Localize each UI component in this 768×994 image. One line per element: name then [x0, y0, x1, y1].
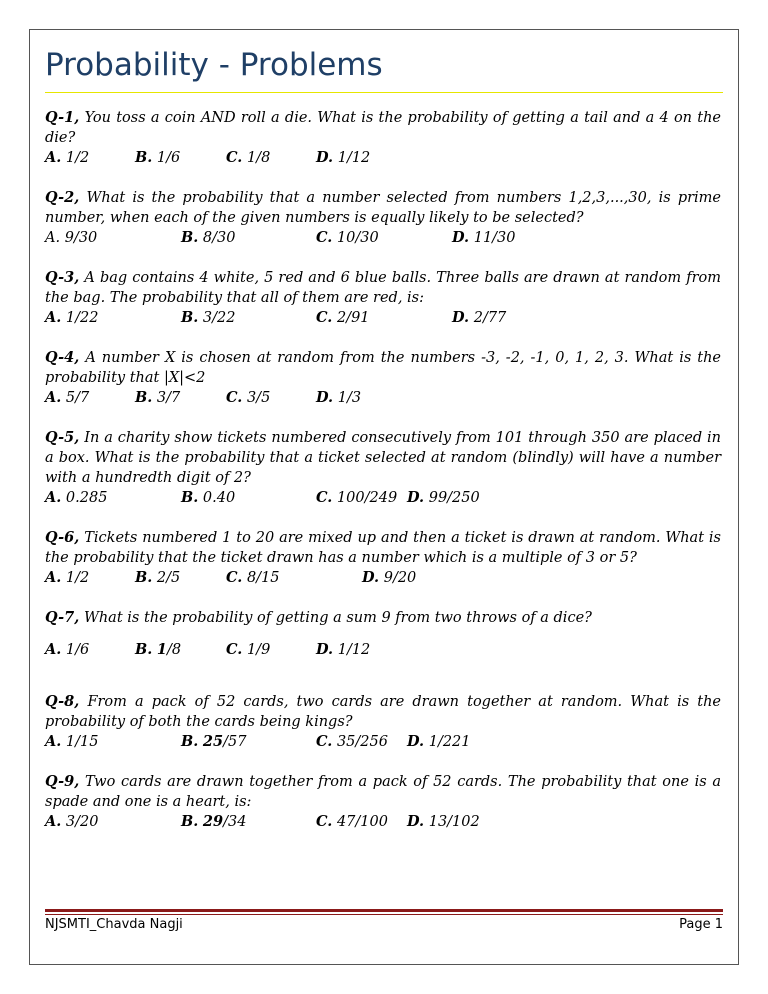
option-c: C. 1/9	[226, 641, 271, 658]
question-text: A number X is chosen at random from the numbers -3, -2, -1, 0, 1, 2, 3. What is the probability that |X|<2	[45, 350, 721, 386]
question-7	[45, 608, 721, 672]
question-number: Q-9,	[45, 773, 80, 790]
option-d: D. 1/3	[316, 389, 362, 406]
option-c: C. 3/5	[226, 389, 271, 406]
question-number: Q-8,	[45, 693, 80, 710]
option-row	[45, 388, 721, 408]
option-a: A. 9/30	[45, 230, 98, 246]
option-b: B. 29/34	[181, 813, 247, 830]
option-c: C. 47/100	[316, 813, 388, 830]
option-a: A. 3/20	[45, 813, 99, 830]
option-b: B. 3/22	[181, 309, 236, 326]
option-c: C. 1/8	[226, 149, 271, 166]
option-d: D. 1/12	[316, 149, 371, 166]
question-number: Q-7,	[45, 609, 80, 626]
option-row	[45, 308, 721, 328]
question-number: Q-4,	[45, 349, 80, 366]
option-b: B. 25/57	[181, 733, 247, 750]
question-text: What is the probability of getting a sum 9 from two throws of a dice?	[83, 610, 592, 626]
question-text: Two cards are drawn together from a pack of 52 cards. The probability that one is a spade and one is a heart, is:	[45, 774, 722, 810]
question-text: What is the probability that a number selected from numbers 1,2,3,...,30, is prime number, when each of the given numbers is equally likely to be selected?	[45, 190, 722, 226]
option-a: A. 1/22	[45, 309, 99, 326]
question-number: Q-3,	[45, 269, 80, 286]
option-c: C. 35/256	[316, 733, 388, 750]
question-8	[45, 692, 721, 752]
option-row	[45, 812, 721, 832]
option-row	[45, 732, 721, 752]
option-d: D. 13/102	[407, 813, 480, 830]
option-b: B. 1/8	[135, 641, 182, 658]
option-row	[45, 488, 721, 508]
option-a: A. 0.285	[45, 489, 108, 506]
question-text: From a pack of 52 cards, two cards are drawn together at random. What is the probability of both the cards being kings?	[45, 694, 722, 730]
question-text: In a charity show tickets numbered consecutively from 101 through 350 are placed in a box. What is the probability that a ticket selected at random (blindly) will have a number with a hundredth digit of 2?	[45, 430, 722, 486]
question-number: Q-6,	[45, 529, 80, 546]
option-d: D. 11/30	[452, 229, 516, 246]
option-c: C. 100/249	[316, 489, 398, 506]
footer-divider-thin	[45, 914, 723, 915]
option-row	[45, 148, 721, 168]
question-3	[45, 268, 721, 328]
option-b: B. 0.40	[181, 489, 236, 506]
question-4	[45, 348, 721, 408]
footer-author: NJSMTI_Chavda Nagji	[45, 917, 183, 932]
question-6	[45, 528, 721, 588]
option-c: C. 2/91	[316, 309, 370, 326]
option-d: D. 1/12	[316, 641, 371, 658]
question-number: Q-1,	[45, 109, 80, 126]
option-a: A. 1/6	[45, 641, 90, 658]
option-b: B. 1/6	[135, 149, 181, 166]
question-list	[45, 108, 721, 852]
page-number: Page 1	[679, 917, 723, 932]
question-9	[45, 772, 721, 832]
option-row	[45, 568, 721, 588]
option-b: B. 3/7	[135, 389, 181, 406]
option-d: D. 2/77	[452, 309, 507, 326]
question-2	[45, 188, 721, 248]
question-text: You toss a coin AND roll a die. What is the probability of getting a tail and a 4 on the die?	[45, 110, 721, 146]
page-title: Probability - Problems	[45, 44, 723, 93]
option-b: B. 2/5	[135, 569, 181, 586]
option-d: D. 99/250	[407, 489, 480, 506]
footer-divider	[45, 909, 723, 912]
question-number: Q-2,	[45, 189, 80, 206]
option-d: D. 9/20	[362, 569, 417, 586]
option-c: C. 8/15	[226, 569, 280, 586]
option-b: B. 8/30	[181, 229, 236, 246]
option-row	[45, 228, 721, 248]
question-text: A bag contains 4 white, 5 red and 6 blue balls. Three balls are drawn at random from the bag. The probability that all of them are red, is:	[45, 270, 721, 306]
option-a: A. 1/2	[45, 569, 90, 586]
option-a: A. 1/2	[45, 149, 90, 166]
question-5	[45, 428, 721, 508]
option-c: C. 10/30	[316, 229, 379, 246]
option-row	[45, 640, 721, 660]
option-a: A. 1/15	[45, 733, 99, 750]
option-a: A. 5/7	[45, 389, 90, 406]
question-number: Q-5,	[45, 429, 80, 446]
question-text: Tickets numbered 1 to 20 are mixed up and then a ticket is drawn at random. What is the probability that the ticket drawn has a number which is a multiple of 3 or 5?	[45, 530, 721, 566]
question-1	[45, 108, 721, 168]
document-page	[29, 29, 739, 965]
option-d: D. 1/221	[407, 733, 471, 750]
